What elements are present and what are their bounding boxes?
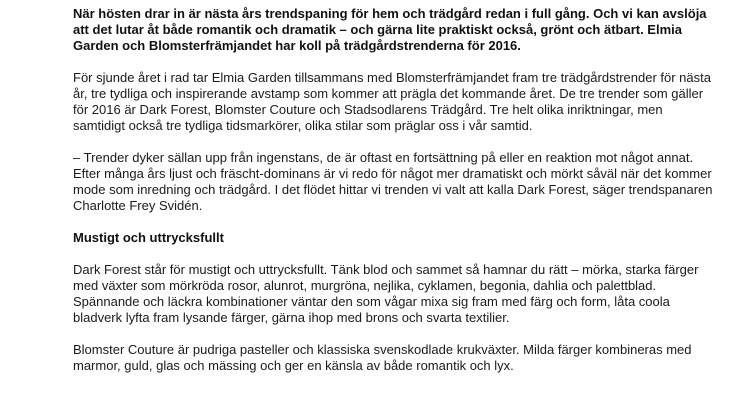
body-paragraph-4: Blomster Couture är pudriga pasteller och klassiska svenskodlade krukväxter. Milda färger kombineras med marmor, guld, glas och mässing och ger en känsla av både romantik och lyx.	[73, 342, 692, 373]
body-paragraph-3: Dark Forest står för mustigt och uttrycksfullt. Tänk blod och sammet så hamnar du rätt – mörka, starka färger med växter som mörkröda rosor, alunrot, murgröna, nejlika, cyklamen, begonia, dahlia och palettblad. Spännande och läckra kombinationer väntar den som vågar mixa sig fram med färg och form, låta coola bladverk lyfta fram lysande färger, gärna ihop med brons och svarta textilier.	[73, 262, 699, 325]
lead-paragraph: När hösten drar in är nästa års trendspaning för hem och trädgård redan i full gång. Och vi kan avslöja att det lutar åt både romantik och dramatik – och gärna lite praktiskt också, grönt och ätbart. Elmia Garden och Blomsterfrämjandet har koll på trädgårdstrenderna för 2016.	[73, 6, 707, 53]
body-paragraph-2: – Trender dyker sällan upp från ingenstans, de är oftast en fortsättning på eller en reaktion mot något annat. Efter många års ljust och fräscht-dominans är vi redo för något mer dramatiskt och mörkt såväl när det kommer mode som inredning och trädgård. I det flödet hittar vi trenden vi valt att kalla Dark Forest, säger trendspanaren Charlotte Frey Svidén.	[73, 150, 713, 213]
section-heading: Mustigt och uttrycksfullt	[73, 230, 224, 245]
document-page	[73, 6, 713, 390]
body-paragraph-1: För sjunde året i rad tar Elmia Garden tillsammans med Blomsterfrämjandet fram tre trädgårdstrender för nästa år, tre tydliga och inspirerande avstamp som kommer att prägla det kommande året. De tre trender som gäller för 2016 är Dark Forest, Blomster Couture och Stadsodlarens Trädgård. Tre helt olika inriktningar, men samtidigt också tre tydliga tidsmarkörer, olika stilar som präglar oss i vår samtid.	[73, 70, 711, 133]
